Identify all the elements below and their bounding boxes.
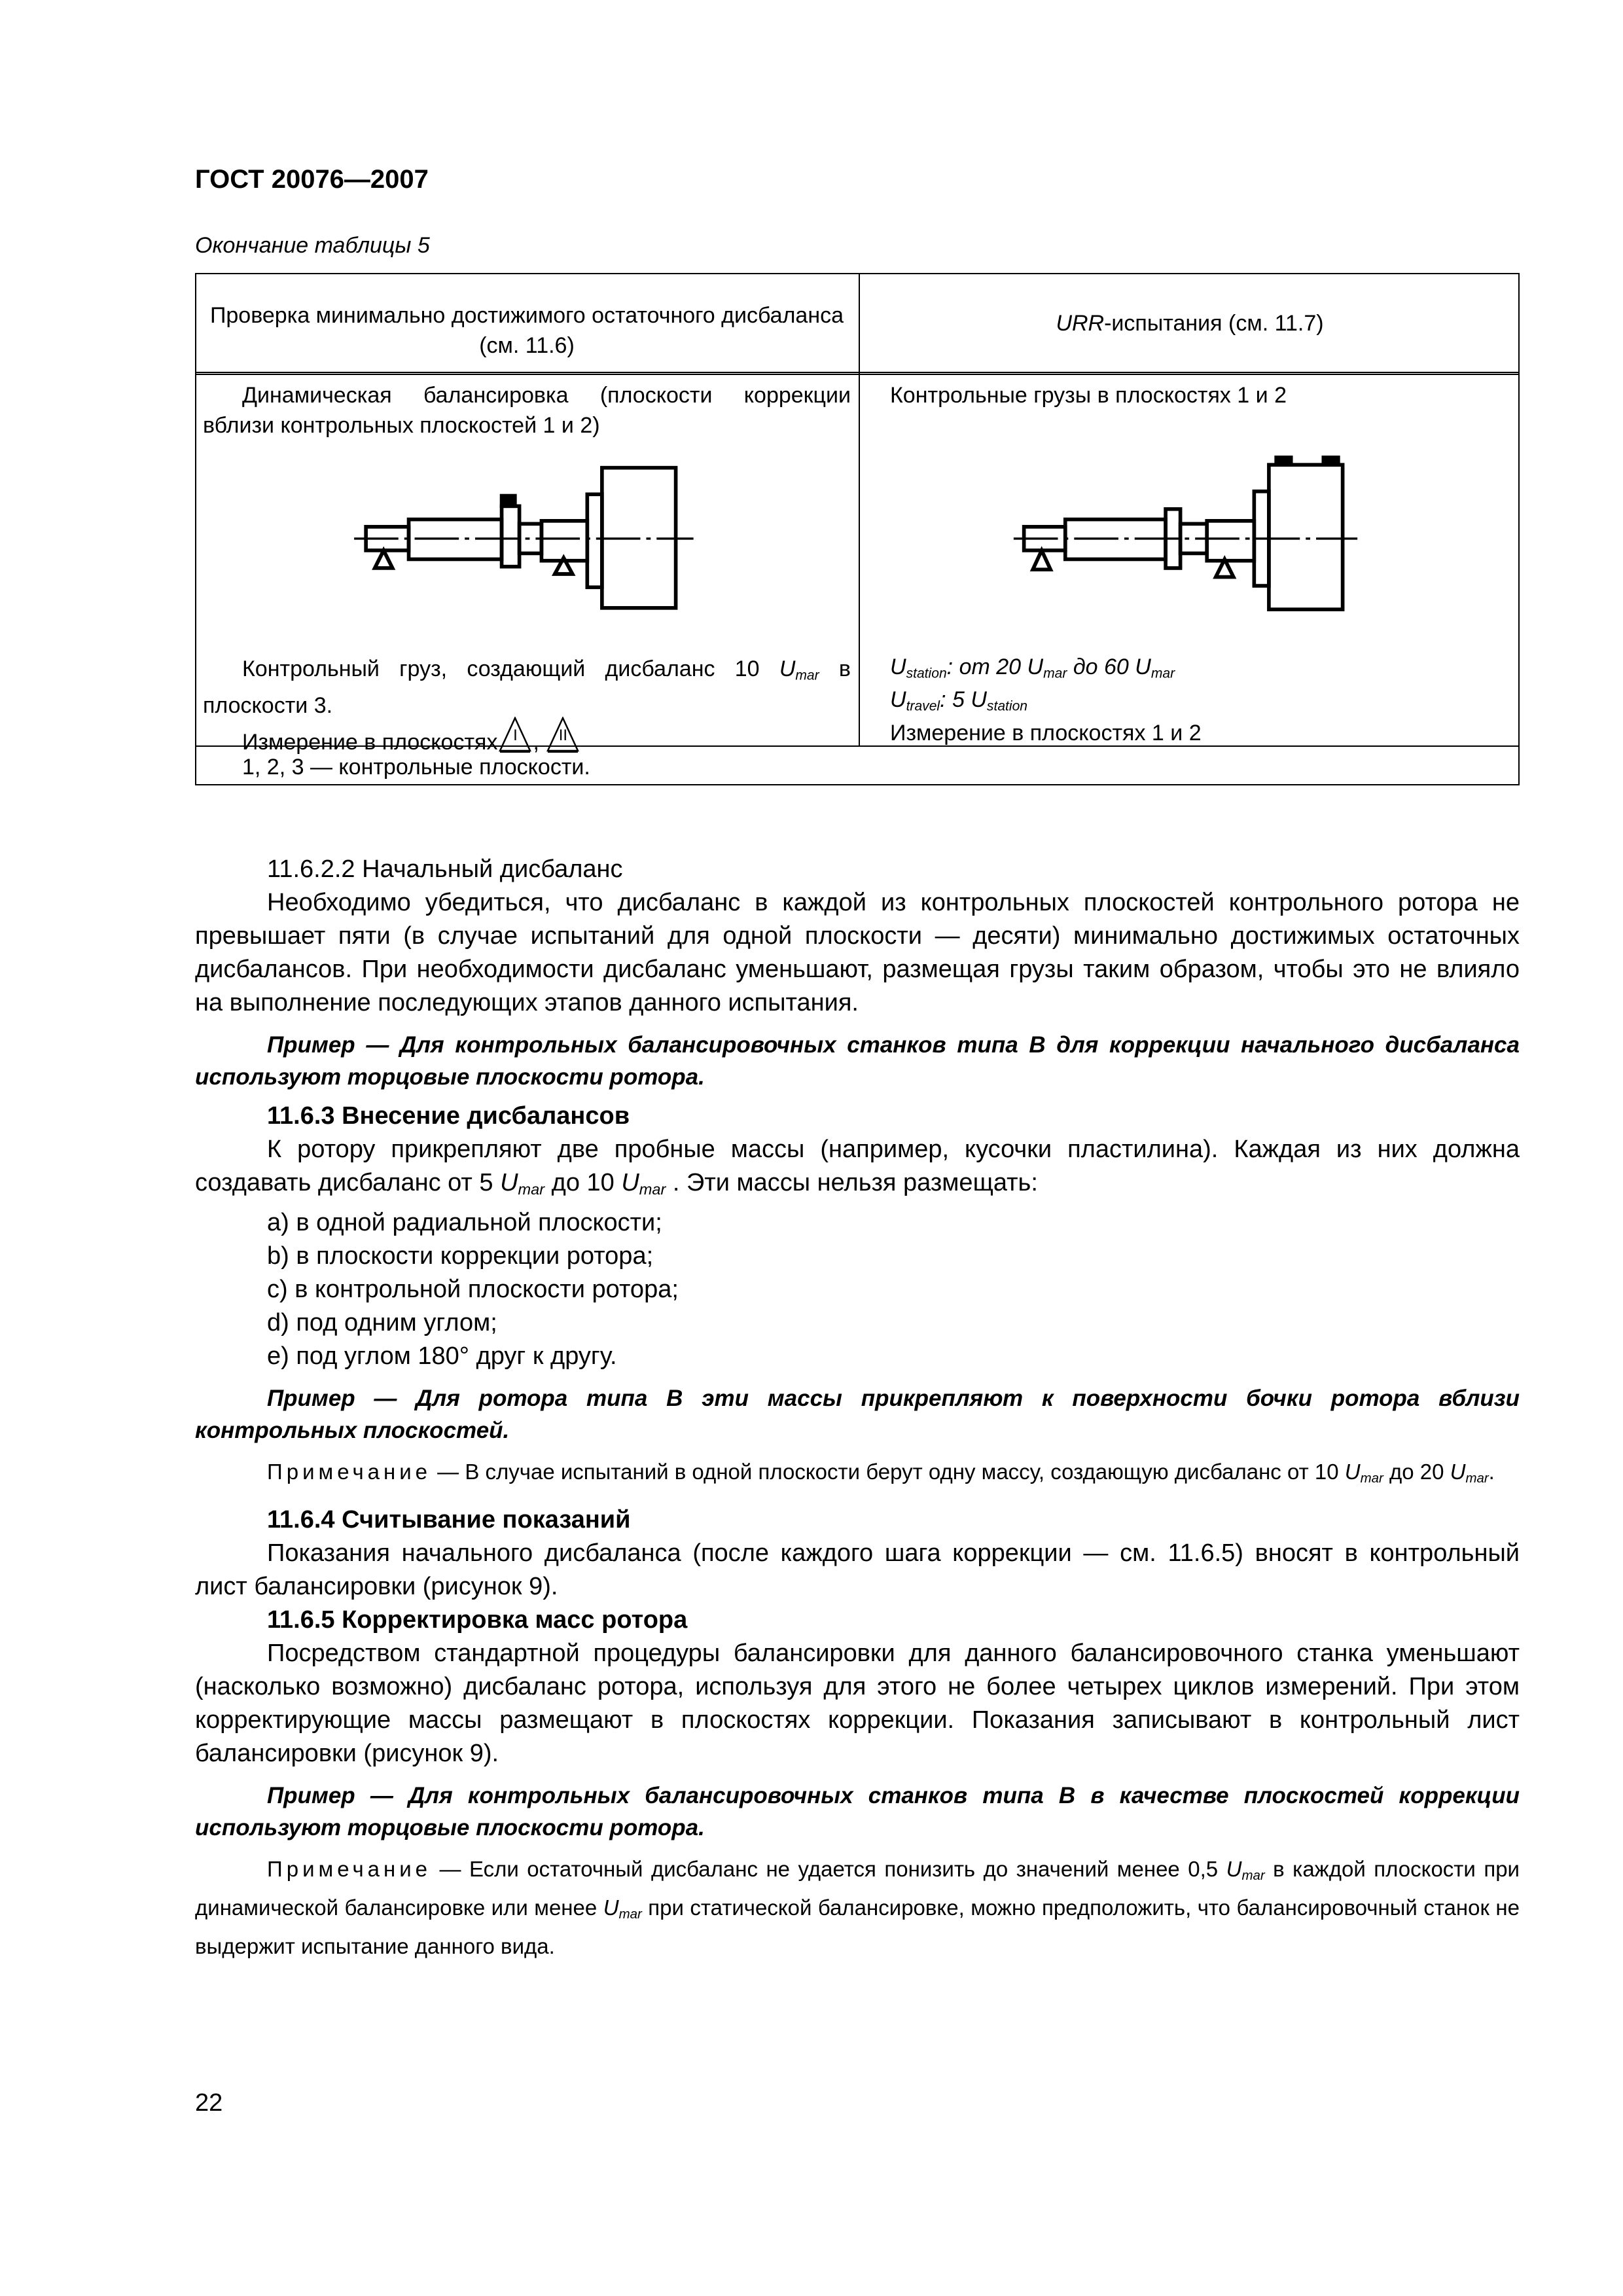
note: [195, 1456, 1520, 1494]
u-symbol: U: [890, 687, 906, 713]
u-symbol: U: [500, 1169, 518, 1196]
u-symbol: U: [621, 1169, 639, 1196]
urr-label: URR: [1056, 311, 1105, 336]
mar-sub: mar: [1150, 666, 1175, 681]
note-label: Примечание: [267, 1856, 432, 1881]
text: до 10: [544, 1169, 622, 1196]
text: до 60: [1067, 655, 1135, 679]
plane-II-label: II: [558, 726, 568, 745]
mar-sub: mar: [518, 1180, 545, 1198]
u-symbol: U: [1135, 655, 1151, 679]
paragraph: Показания начального дисбаланса (после каждого шага коррекции — см. 11.6.5) вносят в контрольный лист балансировки (рисунок 9).: [195, 1539, 1520, 1600]
paragraph: [195, 1133, 1520, 1206]
col2-header-text: -испытания (см. 11.7): [1104, 311, 1324, 336]
text: до 20: [1383, 1459, 1450, 1484]
text: ,: [533, 730, 546, 755]
u-symbol: U: [603, 1895, 619, 1920]
section-11-6-2-2-title: 11.6.2.2 Начальный дисбаланс: [267, 855, 623, 883]
list-item: d) под одним углом;: [267, 1308, 497, 1336]
note: [195, 1853, 1520, 1962]
list-item: c) в контрольной плоскости ротора;: [267, 1275, 679, 1303]
document-id: ГОСТ 20076—2007: [195, 165, 429, 194]
u-symbol: U: [1226, 1856, 1242, 1881]
text: . Эти массы нельзя размещать:: [666, 1169, 1038, 1196]
paragraph: Посредством стандартной процедуры балансировки для данного балансировочного станка уменьшают (насколько возможно) дисбаланс ротора, используя для этого не более четырех циклов измерений. При этом корректирующие массы размещают в плоскостях коррекции. Показания записывают в контрольный лист балансировки (рисунок 9).: [195, 1639, 1520, 1767]
text: при статической балансировке, можно предположить, что балансировочный станок не выдержит испытание данного вида.: [195, 1895, 1520, 1959]
text: Измерение в плоскостях 1 и 2: [890, 720, 1202, 745]
text: в плоскости 3.: [203, 656, 851, 719]
col2-top-text: Контрольные грузы в плоскостях 1 и 2: [890, 383, 1287, 408]
table-caption: Окончание таблицы 5: [195, 233, 430, 258]
rotor-diagram-urr: [1014, 457, 1357, 609]
example: Пример — Для контрольных балансировочных станков типа В в качестве плоскостей коррекции используют торцовые плоскости ротора.: [195, 1782, 1520, 1840]
u-symbol: U: [1450, 1459, 1466, 1484]
section-11-6-3-title: 11.6.3 Внесение дисбалансов: [267, 1102, 630, 1130]
text: Контрольный груз, создающий дисбаланс 10: [242, 656, 779, 681]
body-text: [195, 853, 1520, 1971]
mar-sub: mar: [1465, 1470, 1489, 1486]
mar-sub: mar: [618, 1907, 642, 1922]
mar-sub: mar: [795, 668, 819, 683]
text: К ротору прикрепляют две пробные массы (например, кусочки пластилина). Каждая из них должна создавать дисбаланс от 5: [195, 1136, 1520, 1196]
mar-sub: mar: [1241, 1868, 1265, 1884]
section-11-6-4-title: 11.6.4 Считывание показаний: [267, 1505, 631, 1534]
station-sub: station: [986, 698, 1028, 714]
text: .: [1488, 1459, 1495, 1484]
text: в каждой плоскости при динамической балансировке или менее: [195, 1856, 1520, 1920]
plane-I-label: I: [513, 726, 518, 745]
list-item: а) в одной радиальной плоскости;: [267, 1208, 662, 1236]
paragraph: Необходимо убедиться, что дисбаланс в каждой из контрольных плоскостей контрольного ротора не превышает пяти (в случае испытаний для одной плоскости — десяти) минимально достижимых остаточных дисбалансов. При необходимости дисбаланс уменьшают, размещая грузы таким образом, чтобы это не влияло на выполнение последующих этапов данного испытания.: [195, 889, 1520, 1016]
text: : 5: [940, 687, 971, 713]
mar-sub: mar: [639, 1180, 666, 1198]
section-11-6-5-title: 11.6.5 Корректировка масс ротора: [267, 1605, 688, 1634]
note-label: Примечание: [267, 1459, 432, 1484]
text: Измерение в плоскостях: [242, 730, 498, 755]
u-symbol: U: [779, 656, 796, 681]
u-symbol: U: [1027, 655, 1044, 679]
table-footnote: 1, 2, 3 — контрольные плоскости.: [242, 755, 590, 780]
page-number: 22: [195, 2089, 223, 2117]
text: : от 20: [946, 655, 1027, 679]
u-symbol: U: [1344, 1459, 1361, 1484]
list-item: b) в плоскости коррекции ротора;: [267, 1242, 654, 1270]
list-item: е) под углом 180° друг к другу.: [267, 1342, 617, 1370]
travel-sub: travel: [906, 698, 940, 714]
rotor-diagram-dynamic: [354, 468, 694, 608]
u-symbol: U: [890, 655, 906, 679]
example: Пример — Для контрольных балансировочных станков типа В для коррекции начального дисбаланса используют торцовые плоскости ротора.: [195, 1032, 1520, 1090]
station-sub: station: [906, 666, 947, 681]
text: — В случае испытаний в одной плоскости берут одну массу, создающую дисбаланс от 10: [431, 1459, 1345, 1484]
u-symbol: U: [971, 687, 987, 713]
mar-sub: mar: [1360, 1470, 1383, 1486]
col1-header: Проверка минимально достижимого остаточного дисбаланса (см. 11.6): [209, 303, 844, 358]
col1-top-text: Динамическая балансировка (плоскости коррекции вблизи контрольных плоскостей 1 и 2): [203, 383, 851, 438]
example: Пример — Для ротора типа В эти массы прикрепляют к поверхности бочки ротора вблизи контрольных плоскостей.: [195, 1385, 1520, 1443]
text: — Если остаточный дисбаланс не удается понизить до значений менее 0,5: [431, 1856, 1226, 1881]
mar-sub: mar: [1043, 666, 1067, 681]
